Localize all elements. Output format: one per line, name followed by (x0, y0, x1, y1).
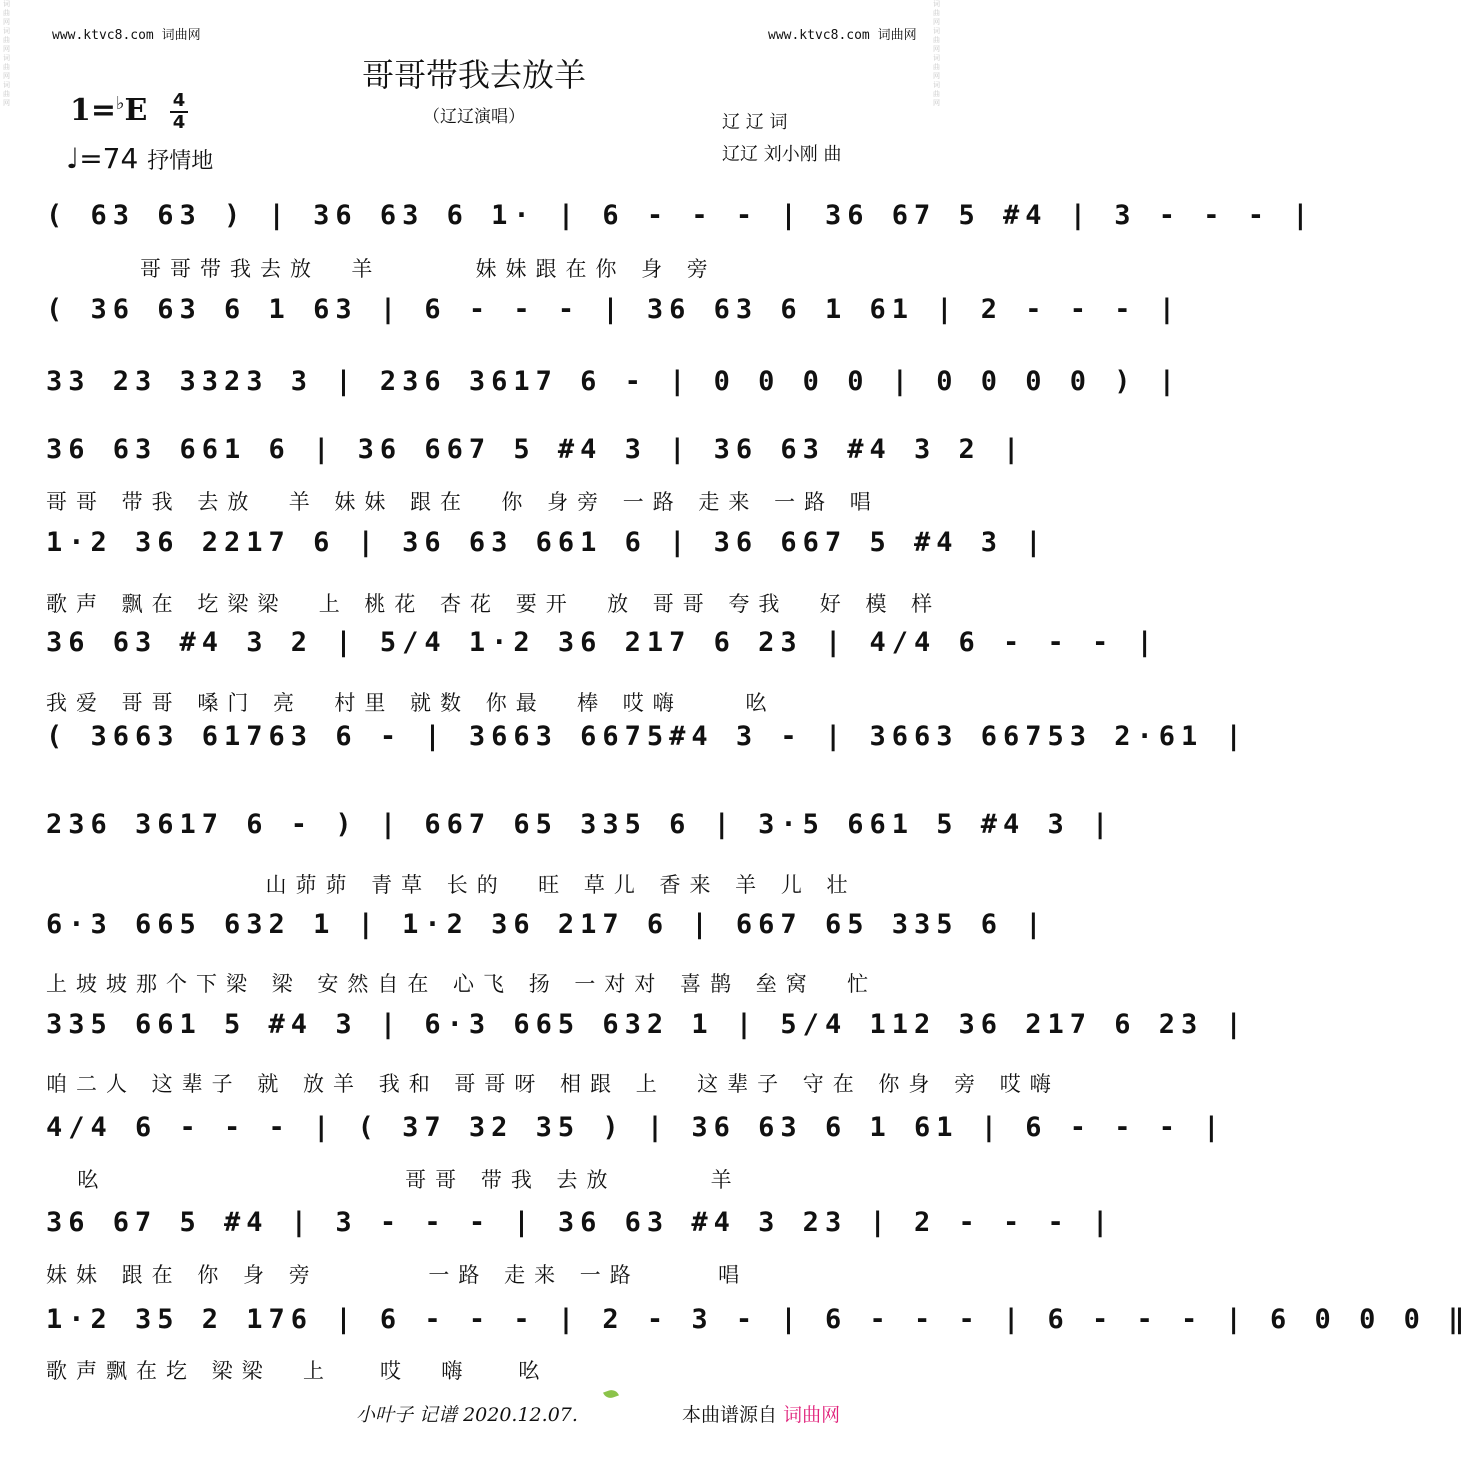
score-row-7: ( 3663 61763 6 - | 3663 6675#4 3 - | 3663 66753 2·61 | (46, 721, 1248, 752)
key-note: E (124, 93, 148, 128)
lyric-row-9: 上坡坡那个下梁 梁 安然自在 心飞 扬 一对对 喜鹊 垒窝 忙 (46, 972, 878, 996)
watermark-right: 词曲网词曲网词曲网词曲网 (933, 0, 940, 107)
lyric-row-6: 我爱 哥哥 嗓门 亮 村里 就数 你最 棒 哎嗨 吆 (46, 691, 776, 715)
time-top: 4 (172, 90, 186, 111)
source-site-link[interactable]: 词曲网 (783, 1404, 841, 1426)
lyric-row-12: 妹妹 跟在 你 身 旁 一路 走来 一路 唱 (46, 1263, 749, 1287)
key-prefix: 1= (70, 93, 117, 128)
lyricist-credit: 辽 辽 词 (722, 112, 788, 133)
score-row-11: 4/4 6 - - - | ( 37 32 35 ) | 36 63 6 1 61 | 6 - - - | (46, 1112, 1226, 1143)
recorder-credit: 小叶子 记谱 2020.12.07. (356, 1404, 578, 1426)
score-row-6: 36 63 #4 3 2 | 5/4 1·2 36 217 6 23 | 4/4 6 - - - | (46, 627, 1159, 658)
singer-credit: （辽辽演唱） (423, 107, 525, 127)
score-row-13: 1·2 35 2 176 | 6 - - - | 2 - 3 - | 6 - - - | 6 - - - | 6 0 0 0 ‖ (46, 1304, 1470, 1335)
lyric-row-10: 咱二人 这辈子 就 放羊 我和 哥哥呀 相跟 上 这辈子 守在 你身 旁 哎嗨 (46, 1072, 1060, 1096)
site-link-left[interactable]: www.ktvc8.com 词曲网 (52, 28, 201, 43)
time-bottom: 4 (172, 112, 186, 133)
lyric-row-8: 山茆茆 青草 长的 旺 草儿 香来 羊 儿 壮 (46, 873, 857, 897)
time-signature (170, 92, 188, 132)
tempo-value: =74 (79, 142, 139, 175)
score-row-1: ( 63 63 ) | 36 63 6 1· | 6 - - - | 36 67 5 #4 | 3 - - - | (46, 200, 1315, 231)
composer-credit: 辽辽 刘小刚 曲 (722, 144, 842, 165)
watermark-left: 词曲网词曲网词曲网词曲网 (3, 0, 10, 107)
score-row-9: 6·3 665 632 1 | 1·2 36 217 6 | 667 65 335 6 | (46, 909, 1048, 940)
song-title: 哥哥带我去放羊 (361, 56, 586, 94)
quarter-note-icon: ♩ (66, 142, 80, 175)
score-row-3: 33 23 3323 3 | 236 3617 6 - | 0 0 0 0 | 0 0 0 0 ) | (46, 366, 1182, 397)
score-row-12: 36 67 5 #4 | 3 - - - | 36 63 #4 3 23 | 2 - - - | (46, 1207, 1115, 1238)
site-link-right[interactable]: www.ktvc8.com 词曲网 (768, 28, 917, 43)
score-row-10: 335 661 5 #4 3 | 6·3 665 632 1 | 5/4 112 36 217 6 23 | (46, 1009, 1248, 1040)
lyric-row-13: 歌声飘在圪 梁梁 上 哎 嗨 吆 (46, 1359, 549, 1383)
expression-mark: 抒情地 (147, 149, 214, 174)
source-prefix: 本曲谱源自 (682, 1404, 778, 1426)
lyric-row-11: 吆 哥哥 带我 去放 羊 (46, 1168, 741, 1192)
tempo-marking (66, 142, 213, 175)
flat-sign: ♭ (116, 93, 125, 114)
score-row-2: ( 36 63 6 1 63 | 6 - - - | 36 63 6 1 61 | 2 - - - | (46, 294, 1182, 325)
key-signature (70, 93, 147, 128)
score-row-5: 1·2 36 2217 6 | 36 63 661 6 | 36 667 5 #4 3 | (46, 527, 1048, 558)
score-row-4: 36 63 661 6 | 36 667 5 #4 3 | 36 63 #4 3 2 | (46, 434, 1026, 465)
score-row-8: 236 3617 6 - ) | 667 65 335 6 | 3·5 661 5 #4 3 | (46, 809, 1115, 840)
leaf-icon (603, 1388, 619, 1400)
lyric-row-7 (46, 774, 904, 804)
lyric-row-1: 哥哥带我去放 羊 妹妹跟在你 身 旁 (46, 257, 717, 281)
lyric-row-5: 歌声 飘在 圪梁梁 上 桃花 杏花 要开 放 哥哥 夸我 好 模 样 (46, 592, 942, 616)
source-credit[interactable] (682, 1400, 840, 1427)
lyric-row-4: 哥哥 带我 去放 羊 妹妹 跟在 你 身旁 一路 走来 一路 唱 (46, 490, 880, 514)
